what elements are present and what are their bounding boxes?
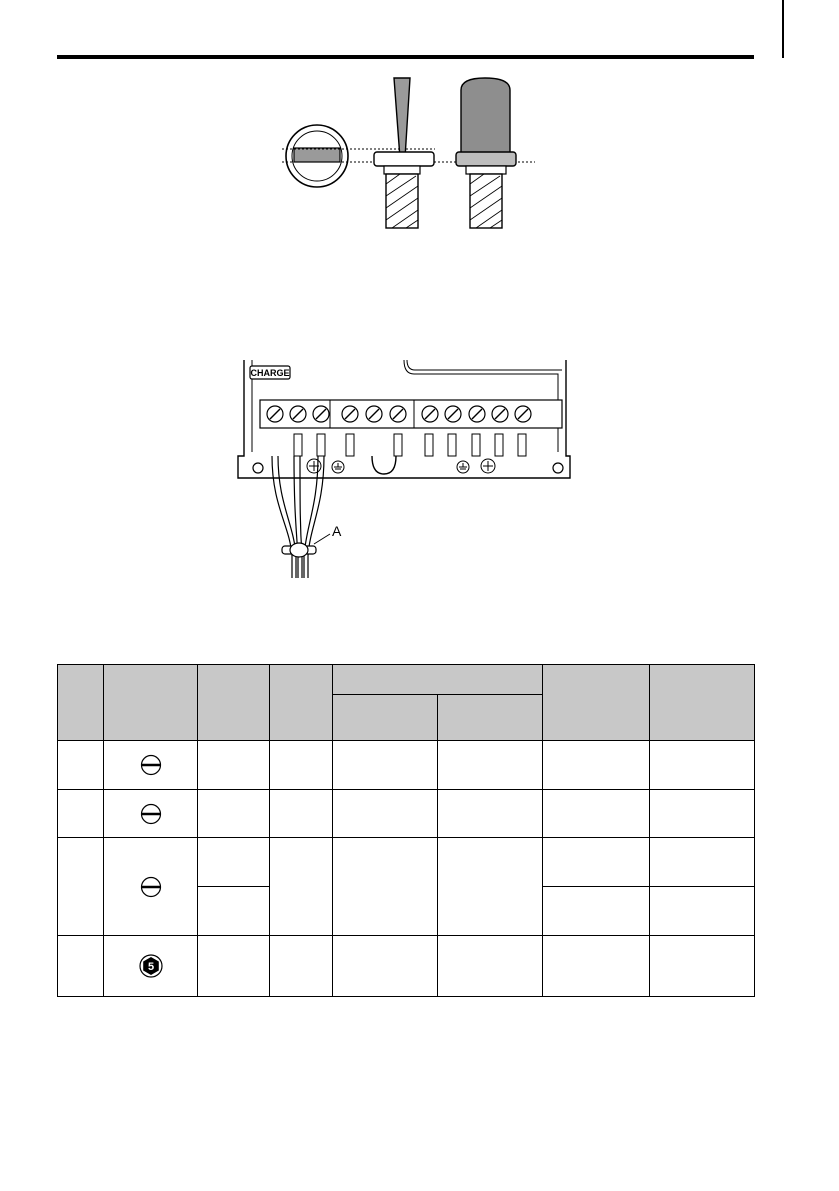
screwdriver-icon — [374, 78, 434, 228]
charge-label: CHARGE — [250, 368, 290, 378]
header-rule — [57, 55, 754, 59]
header-cell — [543, 665, 650, 741]
page-edge-tab — [782, 0, 784, 58]
table-row — [58, 790, 755, 838]
table-row — [58, 741, 755, 790]
cable-clamp-icon — [282, 543, 316, 557]
power-cables — [272, 456, 324, 578]
slotted-screw-icon — [140, 754, 162, 776]
table-row — [58, 838, 755, 887]
screw-top-view-icon — [286, 125, 348, 187]
callout-a-label: A — [332, 523, 342, 539]
header-cell — [333, 695, 438, 741]
screw-tip-figure — [270, 72, 540, 232]
hex-socket-5-icon — [139, 954, 163, 978]
header-cell — [270, 665, 333, 741]
terminal-block-figure — [232, 356, 576, 578]
mounting-hole — [253, 463, 263, 473]
mounting-hole — [553, 463, 563, 473]
screw-type-cell — [104, 790, 198, 838]
slotted-screw-icon — [140, 803, 162, 825]
screw-type-cell — [104, 936, 198, 997]
terminal-lugs — [294, 434, 526, 456]
header-cell — [333, 665, 543, 695]
socket-bit-icon — [456, 78, 516, 228]
screw-type-cell — [104, 741, 198, 790]
header-cell — [650, 665, 755, 741]
screw-spec-table — [57, 664, 755, 997]
ground-terminal-icon — [307, 459, 495, 473]
header-cell — [438, 695, 543, 741]
header-cell — [198, 665, 270, 741]
header-cell — [104, 665, 198, 741]
svg-text:5: 5 — [147, 961, 154, 973]
screw-type-cell — [104, 838, 198, 936]
slotted-screw-icon — [140, 876, 162, 898]
table-row — [58, 936, 755, 997]
header-cell — [58, 665, 104, 741]
